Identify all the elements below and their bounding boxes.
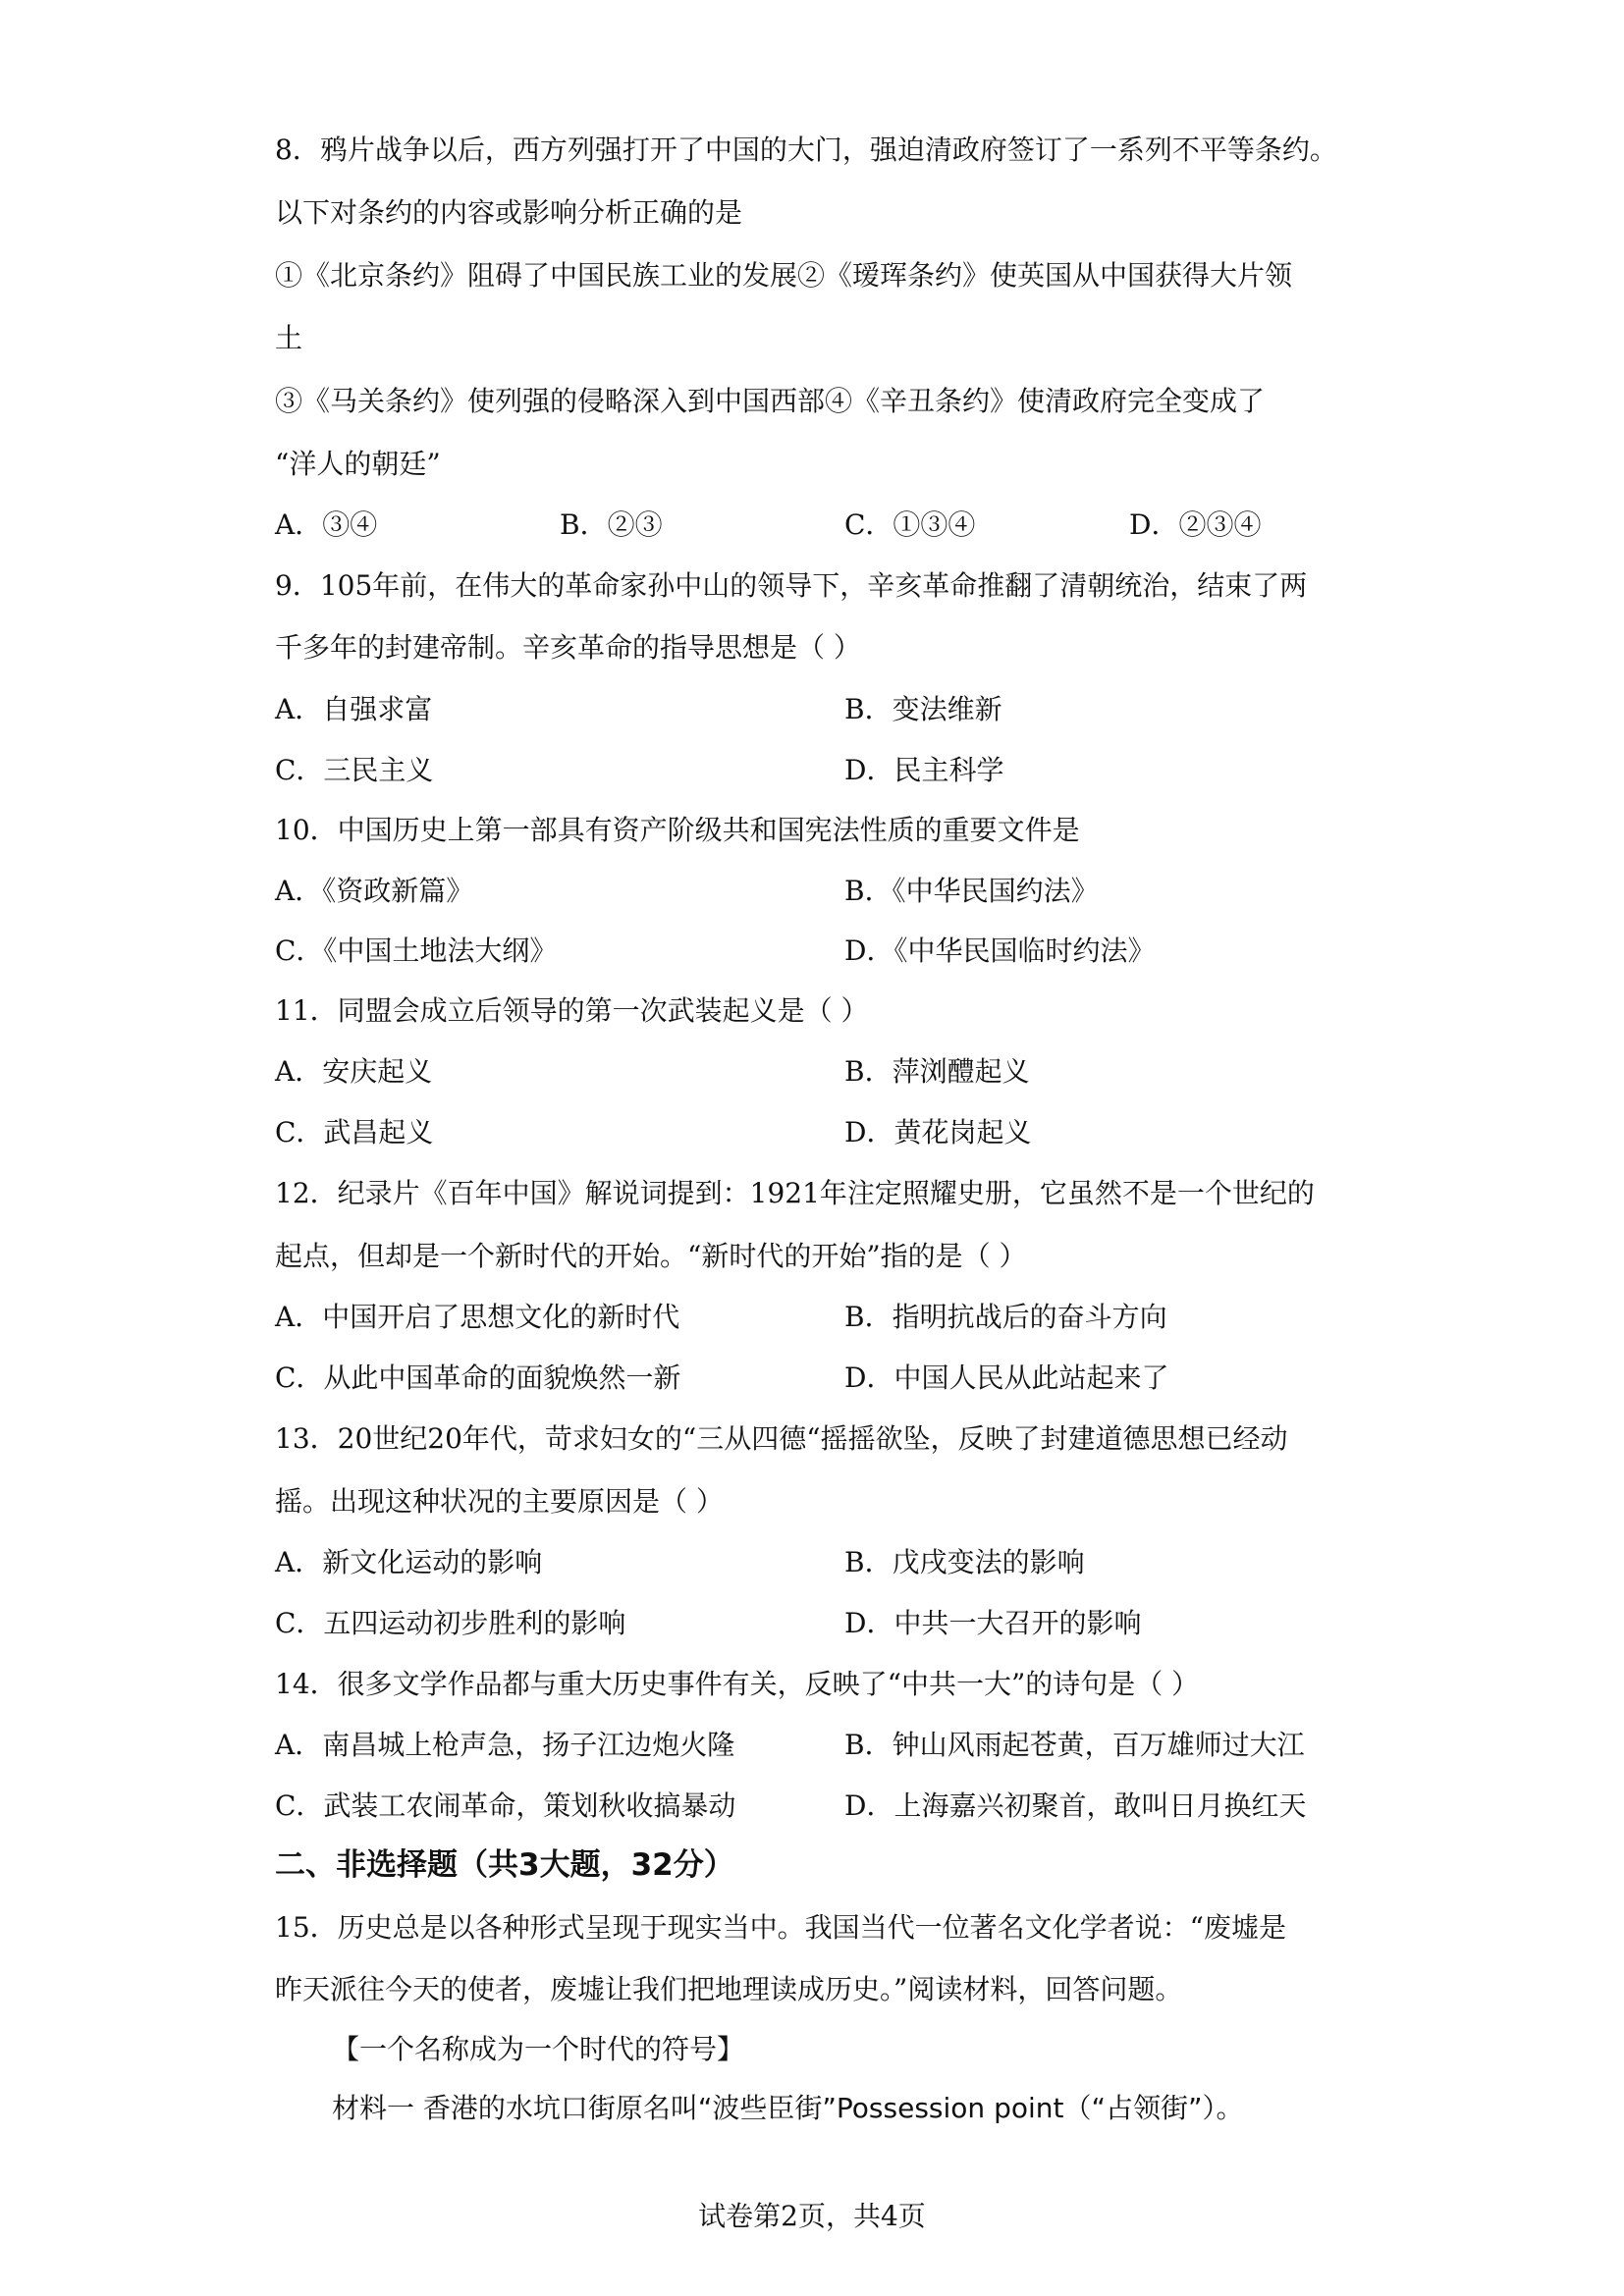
question-13-line-1: 13．20世纪20年代，苛求妇女的“三从四德“摇摇欲坠，反映了封建道德思想已经动: [275, 1422, 1288, 1455]
question-13-option-b: B．戊戌变法的影响: [844, 1546, 1085, 1578]
question-11-option-a: A．安庆起义: [275, 1055, 433, 1088]
question-14-option-c: C．武装工农闹革命，策划秋收搞暴动: [275, 1789, 736, 1822]
question-12-option-b: B．指明抗战后的奋斗方向: [844, 1301, 1167, 1333]
question-10-line-1: 10．中国历史上第一部具有资产阶级共和国宪法性质的重要文件是: [275, 814, 1080, 846]
question-9-option-b: B．变法维新: [844, 693, 1002, 725]
question-8-line-5: ③《马关条约》使列强的侵略深入到中国西部④《辛丑条约》使清政府完全变成了: [275, 385, 1266, 417]
question-8-line-1: 8．鸦片战争以后，西方列强打开了中国的大门，强迫清政府签订了一系列不平等条约。: [275, 133, 1337, 166]
question-9-line-1: 9．105年前，在伟大的革命家孙中山的领导下，辛亥革命推翻了清朝统治，结束了两: [275, 569, 1308, 602]
question-14-line-1: 14．很多文学作品都与重大历史事件有关，反映了“中共一大”的诗句是（ ）: [275, 1668, 1200, 1700]
question-8-line-3: ①《北京条约》阻碍了中国民族工业的发展②《瑷珲条约》使英国从中国获得大片领: [275, 259, 1293, 292]
question-14-option-a: A．南昌城上枪声急，扬子江边炮火隆: [275, 1729, 735, 1761]
question-8-option-a: A．③④: [275, 508, 378, 541]
question-9-line-2: 千多年的封建帝制。辛亥革命的指导思想是（ ）: [275, 631, 861, 664]
question-12-option-d: D．中国人民从此站起来了: [844, 1362, 1169, 1394]
question-8-line-2: 以下对条约的内容或影响分析正确的是: [275, 196, 743, 229]
question-10-option-b: B．《中华民国约法》: [844, 875, 1099, 907]
question-12-option-a: A．中国开启了思想文化的新时代: [275, 1301, 680, 1333]
question-8-option-d: D．②③④: [1129, 508, 1262, 541]
question-13-option-a: A．新文化运动的影响: [275, 1546, 543, 1578]
page-footer: 试卷第2页，共4页: [698, 2200, 926, 2232]
question-11-option-b: B．萍浏醴起义: [844, 1055, 1030, 1088]
material-heading: 【一个名称成为一个时代的符号】: [332, 2033, 745, 2065]
question-13-option-d: D．中共一大召开的影响: [844, 1607, 1142, 1639]
question-15-line-1: 15．历史总是以各种形式呈现于现实当中。我国当代一位著名文化学者说：“废墟是: [275, 1911, 1286, 1944]
question-12-line-1: 12．纪录片《百年中国》解说词提到：1921年注定照耀史册，它虽然不是一个世纪的: [275, 1177, 1315, 1209]
question-9-option-c: C．三民主义: [275, 754, 434, 786]
question-9-option-d: D．民主科学: [844, 754, 1004, 786]
question-8-line-4: 土: [275, 322, 303, 354]
question-13-line-2: 摇。出现这种状况的主要原因是（ ）: [275, 1485, 724, 1518]
question-11-option-d: D．黄花岗起义: [844, 1116, 1032, 1148]
question-9-option-a: A．自强求富: [275, 693, 433, 725]
section-title: 二、非选择题（共3大题，32分）: [275, 1847, 734, 1883]
question-12-option-c: C．从此中国革命的面貌焕然一新: [275, 1362, 681, 1394]
question-14-option-b: B．钟山风雨起苍黄，百万雄师过大江: [844, 1729, 1305, 1761]
question-8-line-6: “洋人的朝廷”: [275, 448, 441, 480]
question-15-line-2: 昨天派往今天的使者，废墟让我们把地理读成历史。”阅读材料，回答问题。: [275, 1973, 1183, 2005]
question-14-option-d: D．上海嘉兴初聚首，敢叫日月换红天: [844, 1789, 1307, 1822]
question-8-option-b: B．②③: [560, 508, 663, 541]
question-11-line-1: 11．同盟会成立后领导的第一次武装起义是（ ）: [275, 994, 869, 1027]
question-12-line-2: 起点，但却是一个新时代的开始。“新时代的开始”指的是（ ）: [275, 1240, 1027, 1272]
question-13-option-c: C．五四运动初步胜利的影响: [275, 1607, 626, 1639]
question-10-option-a: A．《资政新篇》: [275, 875, 474, 907]
material-1: 材料一 香港的水坑口街原名叫“波些臣街”Possession point（“占领街”）。: [332, 2092, 1244, 2124]
question-8-option-c: C．①③④: [844, 508, 976, 541]
question-10-option-d: D．《中华民国临时约法》: [844, 934, 1156, 967]
question-11-option-c: C．武昌起义: [275, 1116, 434, 1148]
question-10-option-c: C．《中国土地法大纲》: [275, 934, 558, 967]
